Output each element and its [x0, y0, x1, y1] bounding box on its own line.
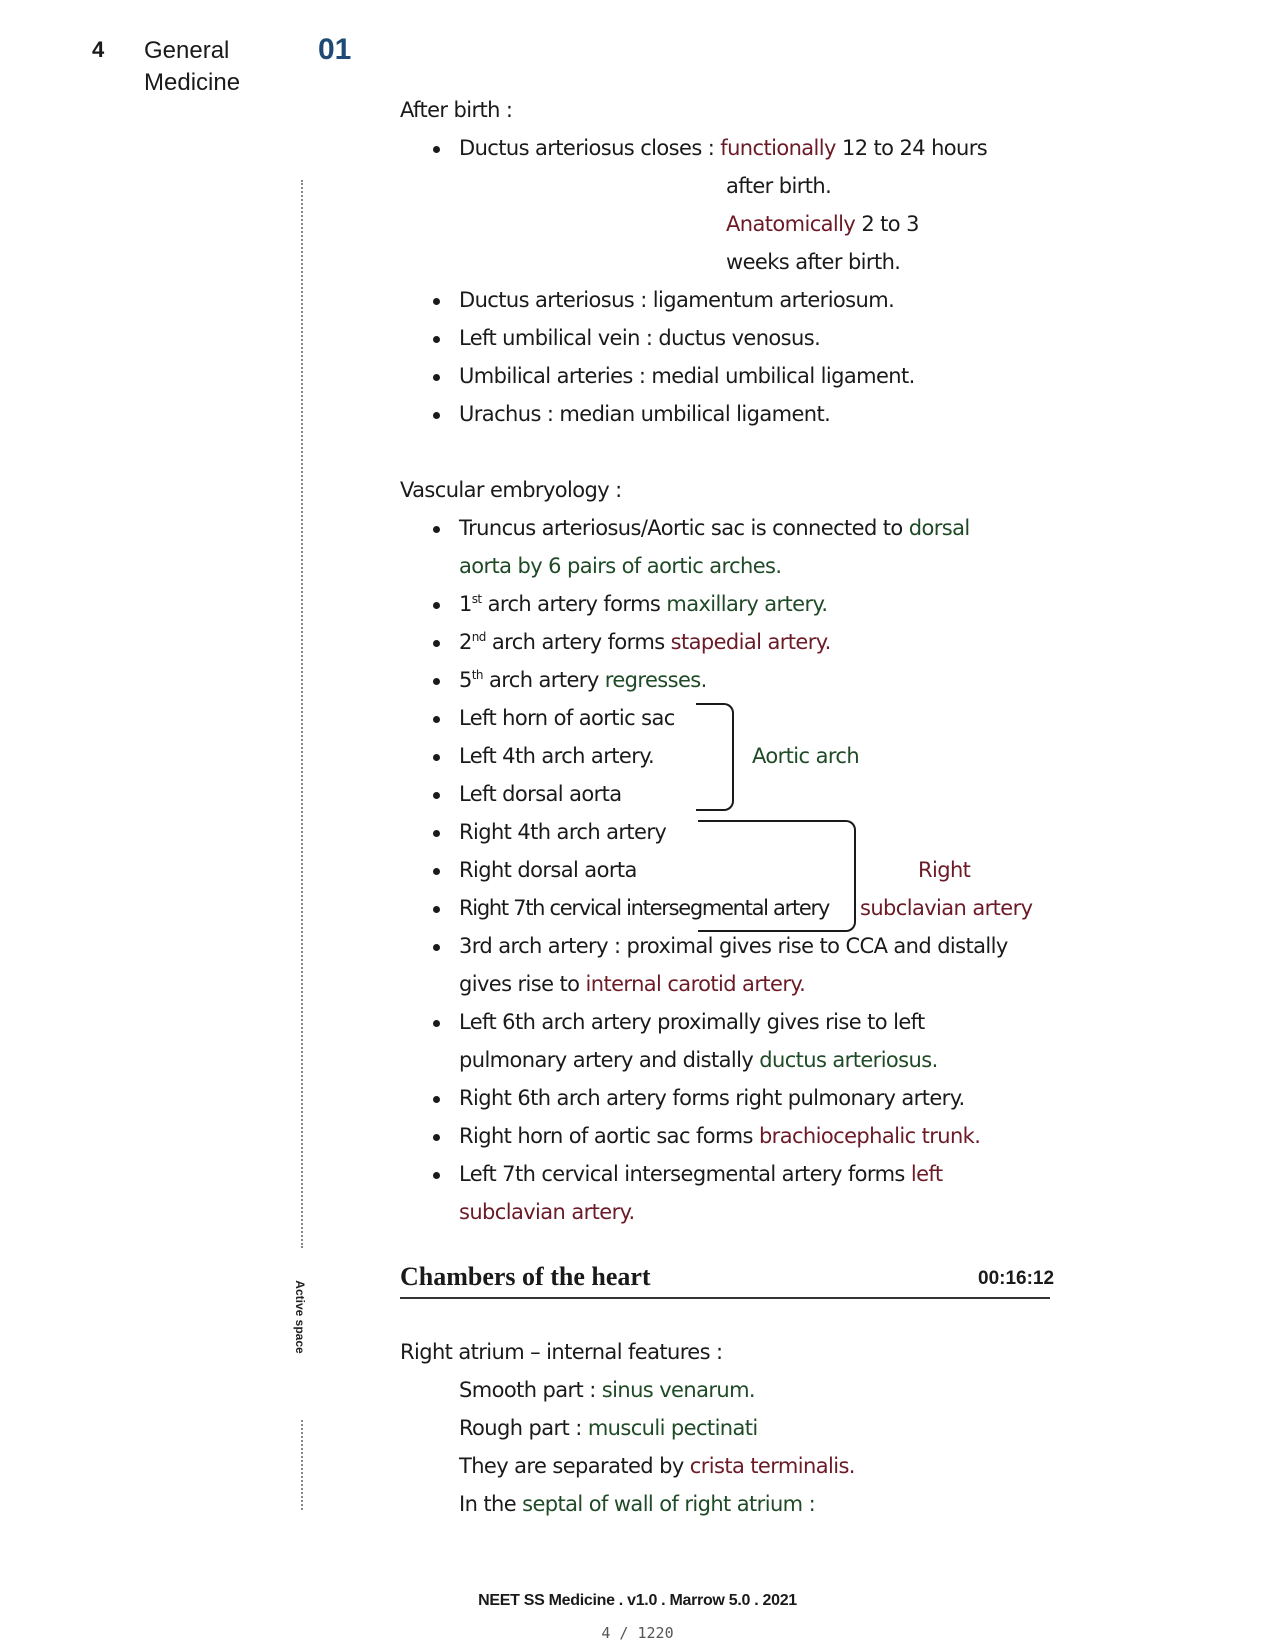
right-atrium-heading: Right atrium – internal features :: [400, 1340, 723, 1364]
right6-line: Right 6th arch artery forms right pulmonary artery.: [459, 1086, 965, 1110]
bullet-icon: [433, 830, 440, 837]
list-item: Ductus arteriosus : ligamentum arteriosum.: [459, 288, 895, 312]
margin-dotted-line: [301, 180, 303, 1248]
aortic-arch-label: Aortic arch: [752, 744, 860, 768]
right-subclavian-label-2: subclavian artery: [860, 896, 1033, 920]
after-birth-heading: After birth :: [400, 98, 513, 122]
bullet-icon: [433, 792, 440, 799]
left6-line-cont: pulmonary artery and distally ductus arteriosus.: [459, 1048, 938, 1072]
bullet-icon: [433, 716, 440, 723]
bullet-icon: [433, 146, 440, 153]
bullet-icon: [433, 298, 440, 305]
bullet-icon: [433, 640, 440, 647]
truncus-line-cont: aorta by 6 pairs of aortic arches.: [459, 554, 782, 578]
bullet-icon: [433, 1020, 440, 1027]
video-timestamp[interactable]: 00:16:12: [978, 1268, 1055, 1289]
section-title: Chambers of the heart: [400, 1262, 651, 1291]
separated-line: They are separated by crista terminalis.: [459, 1454, 855, 1478]
subject-title: General Medicine: [144, 37, 241, 96]
arch3-line: 3rd arch artery : proximal gives rise to CCA and distally: [459, 934, 1008, 958]
bullet-icon: [433, 944, 440, 951]
bullet-icon: [433, 374, 440, 381]
bullet-icon: [433, 526, 440, 533]
rough-part-line: Rough part : musculi pectinati: [459, 1416, 758, 1440]
footer-text: NEET SS Medicine . v1.0 . Marrow 5.0 . 2021: [478, 1592, 797, 1609]
arch2-line: 2nd arch artery forms stapedial artery.: [459, 630, 831, 654]
list-item: Right 4th arch artery: [459, 820, 667, 844]
right-subclavian-label-1: Right: [918, 858, 971, 882]
arch3-line-cont: gives rise to internal carotid artery.: [459, 972, 806, 996]
margin-dotted-line-lower: [301, 1420, 303, 1510]
list-item: Umbilical arteries : medial umbilical ligament.: [459, 364, 915, 388]
bullet-icon: [433, 754, 440, 761]
page-number: 4: [92, 37, 105, 62]
bullet-icon: [433, 906, 440, 913]
left6-line: Left 6th arch artery proximally gives rise to left: [459, 1010, 925, 1034]
chapter-number: 01: [318, 33, 352, 66]
bullet-icon: [433, 602, 440, 609]
active-space-label: Active space: [293, 1280, 307, 1354]
list-item: Right 7th cervical intersegmental artery: [459, 896, 829, 920]
section-rule: [400, 1297, 1050, 1299]
bullet-icon: [433, 1172, 440, 1179]
bullet-icon: [433, 336, 440, 343]
right-subclavian-bracket: [698, 820, 856, 932]
vascular-heading: Vascular embryology :: [400, 478, 622, 502]
smooth-part-line: Smooth part : sinus venarum.: [459, 1378, 756, 1402]
page-indicator: 4 / 1220: [601, 1624, 674, 1642]
list-item: Left umbilical vein : ductus venosus.: [459, 326, 821, 350]
septal-wall-line: In the septal of wall of right atrium :: [459, 1492, 816, 1516]
arch5-line: 5th arch artery regresses.: [459, 668, 707, 692]
aortic-arch-bracket: [696, 703, 734, 811]
list-item: Left horn of aortic sac: [459, 706, 675, 730]
anatomically-line: Anatomically 2 to 3: [726, 212, 919, 236]
bullet-icon: [433, 868, 440, 875]
list-item: Urachus : median umbilical ligament.: [459, 402, 831, 426]
weeks-after-text: weeks after birth.: [726, 250, 901, 274]
list-item: Left 4th arch artery.: [459, 744, 655, 768]
bullet-icon: [433, 678, 440, 685]
bullet-icon: [433, 1134, 440, 1141]
list-item: Left dorsal aorta: [459, 782, 622, 806]
right-horn-line: Right horn of aortic sac forms brachiocephalic trunk.: [459, 1124, 981, 1148]
bullet-icon: [433, 1096, 440, 1103]
bullet-icon: [433, 412, 440, 419]
ductus-closes-line: Ductus arteriosus closes : functionally 12 to 24 hours: [459, 136, 988, 160]
left7-line: Left 7th cervical intersegmental artery forms left: [459, 1162, 943, 1186]
after-birth-text: after birth.: [726, 174, 832, 198]
truncus-line: Truncus arteriosus/Aortic sac is connected to dorsal: [459, 516, 970, 540]
left7-line-cont: subclavian artery.: [459, 1200, 635, 1224]
list-item: Right dorsal aorta: [459, 858, 637, 882]
arch1-line: 1st arch artery forms maxillary artery.: [459, 592, 828, 616]
